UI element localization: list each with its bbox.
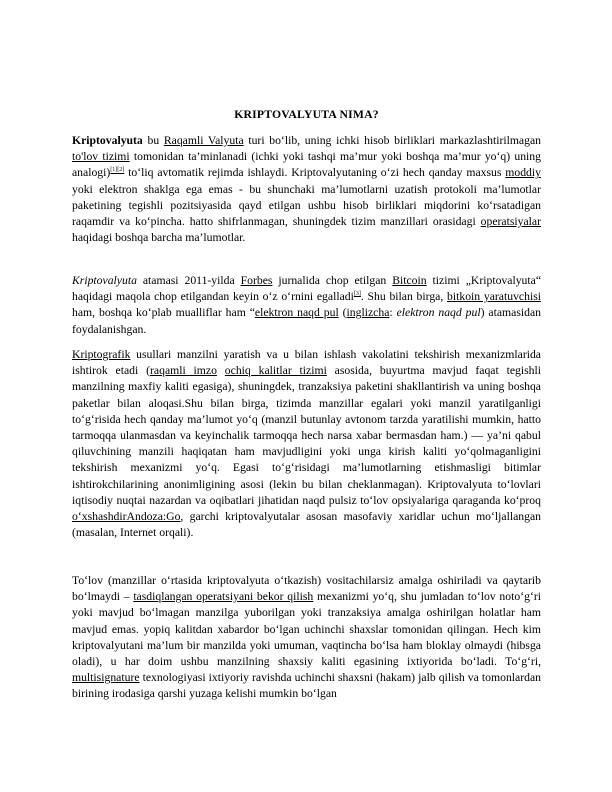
- text: haqidagi boshqa barcha ma’lumotlar.: [72, 231, 246, 245]
- paragraph-2: [72, 273, 541, 338]
- link-bitkoin-yaratuvchisi[interactable]: bitkoin yaratuvchisi: [447, 290, 541, 304]
- text: ham, boshqa ko‘plab mualliflar ham “: [72, 306, 255, 320]
- link-tasdiqlangan-operatsiyani-bekor-qilish[interactable]: tasdiqlangan operatsiyani bekor qilish: [133, 590, 314, 604]
- text: yoki elektron shaklga ega emas - bu shunchaki ma’lumotlarni uzatish protokoli ma’lumotlar paketining tegishli pozitsiyasida qayd etilgan ushbu hisob birliklari miqdorini ko‘rsatadigan raqamdir va ko‘pincha. hatto shifrlanmagan, shuningdek tizim manzillari orasidagi: [72, 182, 541, 229]
- link-oxshashdir[interactable]: o‘xshashdirAndoza:Go: [72, 510, 181, 524]
- text: :: [389, 306, 397, 320]
- link-raqamli-valyuta[interactable]: Raqamli Valyuta: [163, 134, 244, 147]
- term-kriptovalyuta: Kriptovalyuta: [72, 134, 143, 147]
- text: tomonidan ta’minlanadi (ichki yoki tashqi ma’mur yoki boshqa ma’mur yo‘q) uning analogi): [72, 150, 541, 180]
- link-tolov-tizimi[interactable]: to'lov tizimi: [72, 150, 130, 164]
- reference-3[interactable]: [3]: [353, 291, 361, 298]
- text: jurnalida chop etilgan: [272, 274, 393, 287]
- link-moddiy[interactable]: moddiy: [505, 166, 541, 180]
- italic-text: elektron naqd pul: [396, 306, 481, 320]
- link-operatsiyalar[interactable]: operatsiyalar: [480, 215, 541, 229]
- link-forbes[interactable]: Forbes: [240, 274, 273, 287]
- term-kriptovalyuta-italic: Kriptovalyuta: [72, 274, 137, 287]
- link-multisignature[interactable]: multisignature: [72, 671, 140, 685]
- page-title: KRIPTOVALYUTA NIMA?: [234, 108, 379, 121]
- text: . Shu bilan birga,: [360, 290, 448, 304]
- text: texnologiyasi ixtiyoriy ravishda uchinchi shaxsni (hakam) jalb qilish va tomonlardan birining irodasiga qarshi yuzaga kelishi mumkin bo‘lgan: [72, 671, 541, 701]
- text: (: [338, 306, 347, 320]
- text: turi bo‘lib, uning ichki hisob birliklari markazlashtirilmagan: [243, 134, 541, 147]
- text: atamasi 2011-yilda: [136, 274, 241, 287]
- text: [217, 364, 225, 377]
- link-inglizcha[interactable]: inglizcha: [346, 306, 390, 320]
- text: , garchi kriptovalyutalar asosan masofaviy xaridlar uchun mo‘ljallangan (masalan, Internet orqali).: [72, 510, 541, 540]
- text: mexanizmi yo‘q, shu jumladan to‘lov noto‘g‘ri yoki mavjud bo‘lmagan manzilga yuborilgan yoki tranzaksiya amalga oshirilgan holatlar ham mavjud emas. yopiq kalitdan xabardor bo‘lgan uchinchi shaxslar tomonidan qilingan. Hech kim kriptovalyutani ma’lum bir manzilda yoki umuman, vaqtincha bo‘lsa ham bloklay olmaydi (hibsga oladi), u har doim ushbu manzilning shaxsiy kaliti egasining ixtiyorida bo‘ladi. To‘g‘ri,: [72, 590, 541, 669]
- text: usullari manzilni yaratish va u bilan ishlash vakolatini tekshirish mexanizmlarida ishtirok etadi (: [72, 348, 541, 378]
- link-kriptografik[interactable]: Kriptografik: [72, 348, 131, 361]
- text: bu: [142, 134, 164, 147]
- paragraph-3: [72, 347, 541, 541]
- text: asosida, buyurtma mavjud faqat tegishli manzilning maxfiy kaliti egasiga), shuningdek, tranzaksiya paketini shakllantirish va uning boshqa paketlar bilan aloqasi.Shu bilan birga, tizimda manzillar egalari yoki manzil yaratilganligi to‘g‘risida hech qanday ma’lumot yo‘q (manzil butunlay avtonom tarzda yaratilishi mumkin, hatto tarmoqqa ulanmasdan va keyinchalik tarmoqqa hech narsa xabar bermasdan ham.) — ya’ni qabul qiluvchining manzili haqiqatan ham mavjudligini yoki unga kirish kaliti yo‘qolmaganligini tekshirish mexanizmi yo‘q. Egasi to‘g‘risidagi ma’lumotlarning etishmasligi bitimlar ishtirokchilarining anonimligining asosi (lekin bu bilan cheklanmagan). Kriptovalyuta to‘lovlari iqtisodiy nuqtai nazardan va oqibatlari jihatidan naqd pulsiz to‘lov opsiyalariga qaraganda ko‘proq: [72, 364, 542, 507]
- text: to‘liq avtomatik rejimda ishlaydi. Kriptovalyutaning o‘zi hech qanday maxsus: [124, 166, 506, 180]
- link-ochiq-kalitlar-tizimi[interactable]: ochiq kalitlar tizimi: [224, 364, 327, 378]
- reference-1-2[interactable]: [1][2]: [110, 167, 125, 174]
- paragraph-4: [72, 573, 541, 703]
- link-raqamli-imzo[interactable]: raqamli imzo: [150, 364, 217, 378]
- link-elektron-naqd-pul[interactable]: elektron naqd pul: [254, 306, 339, 320]
- link-bitcoin[interactable]: Bitcoin: [392, 274, 427, 287]
- text: To‘lov (manzillar o‘rtasida kriptovalyuta o‘tkazish) vositachilarsiz amalga oshiriladi va qaytarib bo‘lmaydi –: [72, 574, 541, 604]
- text: tizimi „Kriptovalyuta“ haqidagi maqola chop etilgandan keyin o‘z o‘rnini egalladi: [72, 274, 542, 304]
- paragraph-1: [72, 133, 541, 246]
- text: ) atamasidan foydalanishgan.: [72, 306, 542, 336]
